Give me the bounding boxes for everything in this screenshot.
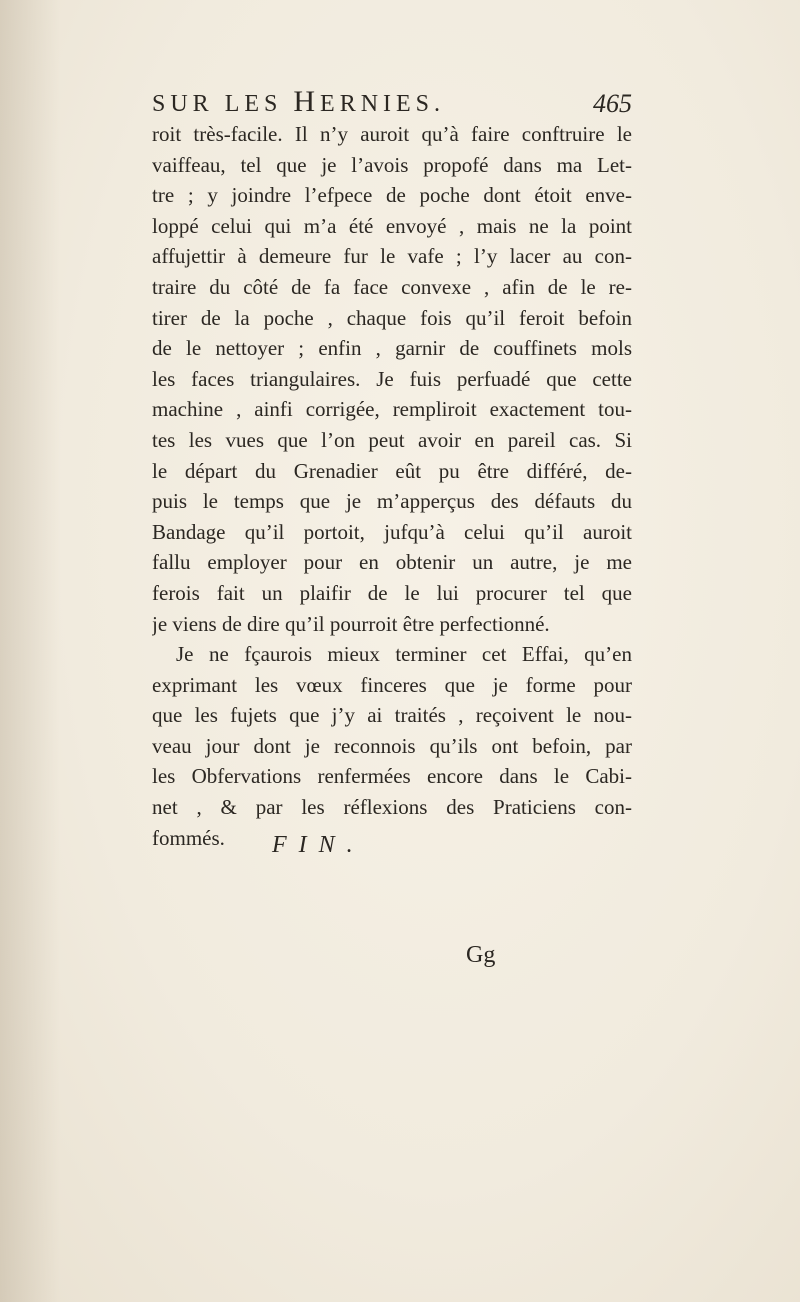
running-head-pre: SUR LES bbox=[152, 91, 294, 117]
page-number: 465 bbox=[593, 89, 632, 118]
gutter-shadow bbox=[0, 0, 60, 1302]
text-line: loppé celui qui m’a été envoyé , mais ne la point bbox=[152, 213, 632, 238]
running-head bbox=[152, 82, 445, 124]
body-text bbox=[152, 119, 632, 853]
text-line: roit très-facile. Il n’y auroit qu’à faire conftruire le bbox=[152, 122, 632, 146]
running-head-initial: H bbox=[293, 85, 321, 118]
signature-mark: Gg bbox=[466, 942, 496, 968]
text-line: les faces triangulaires. Je fuis perfuadé que cette bbox=[152, 366, 632, 391]
paragraph-2 bbox=[152, 639, 632, 853]
text-line: tre ; y joindre l’efpece de poche dont étoit enve- bbox=[152, 183, 632, 208]
text-line: je viens de dire qu’il pourroit être perfectionné. bbox=[152, 611, 550, 636]
text-line: traire du côté de fa face convexe , afin de le re- bbox=[152, 274, 632, 299]
text-line: veau jour dont je reconnois qu’ils ont befoin, par bbox=[152, 733, 632, 758]
text-line: tirer de la poche , chaque fois qu’il feroit befoin bbox=[152, 305, 632, 330]
text-line: fallu employer pour en obtenir un autre, je me bbox=[152, 550, 632, 575]
page-header bbox=[152, 82, 632, 122]
text-line: de le nettoyer ; enfin , garnir de couffinets mols bbox=[152, 336, 632, 361]
text-line: Bandage qu’il portoit, jufqu’à celui qu’il auroit bbox=[152, 519, 632, 544]
paragraph-1 bbox=[152, 119, 632, 639]
text-line: vaiffeau, tel que je l’avois propofé dans ma Let- bbox=[152, 152, 632, 177]
text-line: exprimant les vœux finceres que je forme pour bbox=[152, 672, 632, 697]
text-line: ferois fait un plaifir de le lui procurer tel que bbox=[152, 580, 632, 605]
text-line: le départ du Grenadier eût pu être différé, de- bbox=[152, 458, 632, 483]
text-line: Je ne fçaurois mieux terminer cet Effai, qu’en bbox=[176, 642, 632, 667]
text-line: net , & par les réflexions des Praticiens con- bbox=[152, 795, 632, 820]
text-line: les Obfervations renfermées encore dans le Cabi- bbox=[152, 764, 632, 789]
fin-mark: FIN. bbox=[272, 832, 365, 858]
text-line: fommés. bbox=[152, 825, 225, 850]
text-line: affujettir à demeure fur le vafe ; l’y lacer au con- bbox=[152, 244, 632, 269]
text-line: machine , ainfi corrigée, rempliroit exactement tou- bbox=[152, 397, 632, 422]
running-head-post: ERNIES. bbox=[320, 91, 446, 117]
text-line: tes les vues que l’on peut avoir en pareil cas. Si bbox=[152, 427, 632, 452]
text-line: puis le temps que je m’apperçus des défauts du bbox=[152, 489, 632, 514]
text-line: que les fujets que j’y ai traités , reçoivent le nou- bbox=[152, 703, 632, 728]
